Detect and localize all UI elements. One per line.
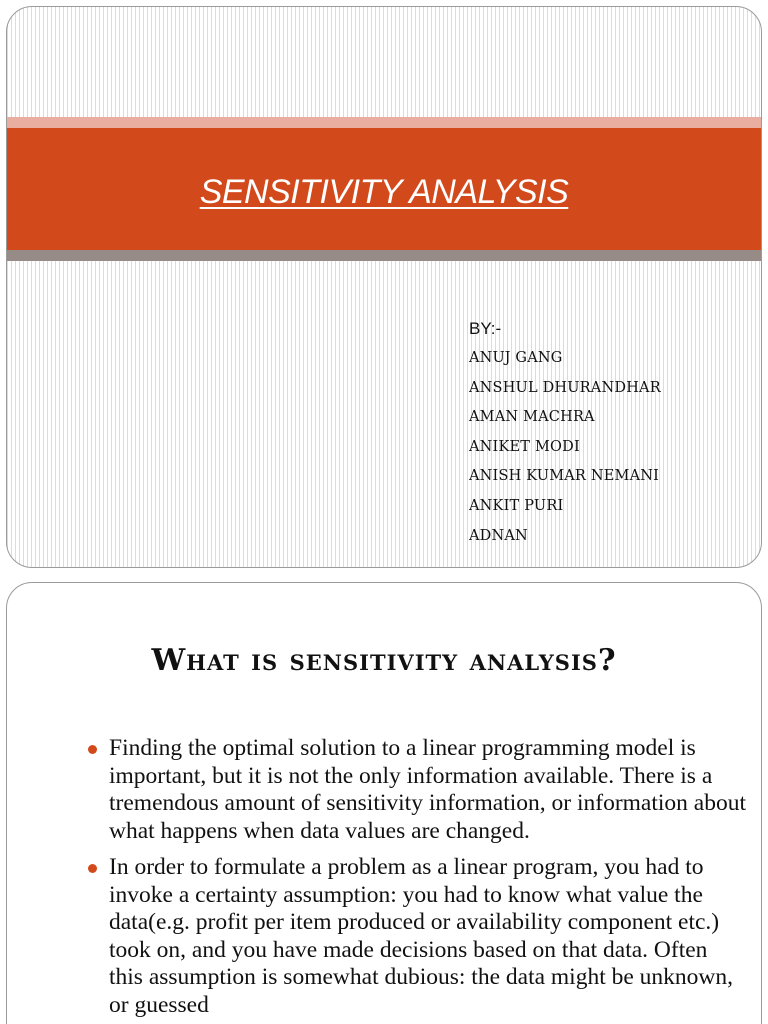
author-name: ANIKET MODI <box>469 438 580 455</box>
slide-heading: What is sensitivity analysis? <box>151 643 617 678</box>
author-list <box>469 347 661 554</box>
author-name: ANUJ GANG <box>469 350 563 366</box>
bullet-item <box>87 854 747 1019</box>
slide-title: SENSITIVITY ANALYSIS <box>199 172 569 211</box>
bullet-item <box>87 735 747 845</box>
title-band <box>7 128 761 250</box>
author-name: ANSHUL DHURANDHAR <box>469 379 661 396</box>
author-name: ADNAN <box>469 527 528 544</box>
bullet-text: Finding the optimal solution to a linear programming model is important, but it is not the only information available. There is a tremendous amount of sensitivity information, or information about what happens when data values are changed. <box>109 735 747 844</box>
bullet-dot-icon <box>88 864 97 873</box>
title-slide <box>6 6 762 568</box>
bullet-text: In order to formulate a problem as a linear program, you had to invoke a certainty assumption: you had to know what value the data(e.g. profit per item produced or availability component etc.) took on, and you have made decisions based on that data. Often this assumption is somewhat dubious: the data might be unknown, or guessed <box>109 854 734 1018</box>
bullet-dot-icon <box>88 745 97 754</box>
author-name: ANKIT PURI <box>469 497 564 514</box>
author-name: AMAN MACHRA <box>469 409 595 426</box>
byline-label: BY:- <box>469 319 502 338</box>
title-band-bottom-stripe <box>7 250 761 261</box>
content-slide <box>6 582 762 1024</box>
author-name: ANISH KUMAR NEMANI <box>469 468 660 485</box>
bullet-list <box>87 735 747 1024</box>
title-band-top-stripe <box>7 117 761 128</box>
